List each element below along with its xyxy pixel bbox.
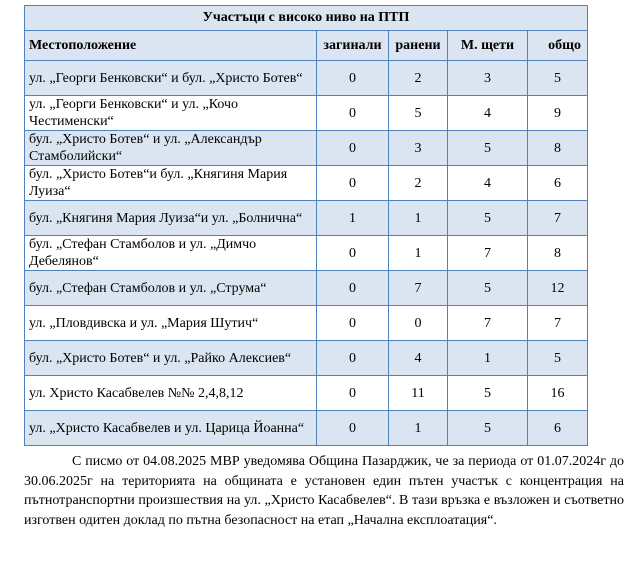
cell-injured: 1 — [389, 201, 448, 236]
cell-damages: 5 — [448, 131, 528, 166]
cell-damages: 4 — [448, 96, 528, 131]
body-paragraph: С писмо от 04.08.2025 МВР уведомява Община Пазарджик, че за периода от 01.07.2024г до 30.06.2025г на територията на общината е установен един пътен участък с концентрация на пътнотранспортни произшествия на ул. „Христо Касабвелев“. В тази връзка е възложен и съответно изготвен одитен доклад по пътна безопасност на етап „Начална експлоатация“. — [24, 454, 624, 528]
cell-injured: 3 — [389, 131, 448, 166]
cell-killed: 0 — [317, 96, 389, 131]
cell-killed: 0 — [317, 306, 389, 341]
cell-total: 9 — [528, 96, 588, 131]
table-row — [25, 306, 588, 341]
cell-injured: 2 — [389, 166, 448, 201]
cell-location: ул. Христо Касабвелев №№ 2,4,8,12 — [25, 376, 317, 411]
cell-location: бул. „Христо Ботев“ и ул. „Александър Стамболийски“ — [25, 131, 317, 166]
table-row — [25, 341, 588, 376]
cell-damages: 3 — [448, 61, 528, 96]
header-killed: загинали — [317, 31, 389, 61]
cell-injured: 2 — [389, 61, 448, 96]
table-row — [25, 61, 588, 96]
cell-killed: 0 — [317, 271, 389, 306]
cell-location: бул. „Христо Ботев“ и ул. „Райко Алексиев“ — [25, 341, 317, 376]
cell-killed: 0 — [317, 166, 389, 201]
table-row — [25, 411, 588, 446]
table-row — [25, 131, 588, 166]
cell-damages: 5 — [448, 271, 528, 306]
cell-damages: 4 — [448, 166, 528, 201]
table-row — [25, 166, 588, 201]
cell-damages: 5 — [448, 411, 528, 446]
header-total: общо — [528, 31, 588, 61]
cell-total: 5 — [528, 61, 588, 96]
cell-injured: 1 — [389, 236, 448, 271]
cell-location: бул. „Стефан Стамболов и ул. „Димчо Дебелянов“ — [25, 236, 317, 271]
cell-killed: 0 — [317, 341, 389, 376]
cell-damages: 5 — [448, 201, 528, 236]
cell-killed: 1 — [317, 201, 389, 236]
cell-injured: 5 — [389, 96, 448, 131]
cell-killed: 0 — [317, 131, 389, 166]
accident-table — [24, 5, 588, 446]
cell-total: 12 — [528, 271, 588, 306]
table-title: Участъци с високо ниво на ПТП — [25, 6, 588, 31]
table-row — [25, 96, 588, 131]
cell-injured: 1 — [389, 411, 448, 446]
cell-total: 8 — [528, 236, 588, 271]
cell-total: 16 — [528, 376, 588, 411]
table-row — [25, 376, 588, 411]
table-row — [25, 271, 588, 306]
cell-injured: 7 — [389, 271, 448, 306]
cell-total: 7 — [528, 201, 588, 236]
cell-location: ул. „Пловдивска и ул. „Мария Шутич“ — [25, 306, 317, 341]
cell-injured: 11 — [389, 376, 448, 411]
header-damages: М. щети — [448, 31, 528, 61]
cell-location: бул. „Княгиня Мария Луиза“и ул. „Болнична“ — [25, 201, 317, 236]
cell-killed: 0 — [317, 376, 389, 411]
cell-damages: 1 — [448, 341, 528, 376]
cell-injured: 0 — [389, 306, 448, 341]
cell-killed: 0 — [317, 61, 389, 96]
cell-killed: 0 — [317, 411, 389, 446]
table-row — [25, 236, 588, 271]
cell-damages: 7 — [448, 236, 528, 271]
cell-killed: 0 — [317, 236, 389, 271]
cell-injured: 4 — [389, 341, 448, 376]
cell-location: ул. „Георги Бенковски“ и ул. „Кочо Честименски“ — [25, 96, 317, 131]
cell-location: бул. „Христо Ботев“и бул. „Княгиня Мария Луиза“ — [25, 166, 317, 201]
cell-total: 7 — [528, 306, 588, 341]
header-location: Местоположение — [25, 31, 317, 61]
cell-location: бул. „Стефан Стамболов и ул. „Струма“ — [25, 271, 317, 306]
table-row — [25, 201, 588, 236]
cell-total: 6 — [528, 411, 588, 446]
cell-total: 8 — [528, 131, 588, 166]
cell-total: 5 — [528, 341, 588, 376]
cell-damages: 7 — [448, 306, 528, 341]
cell-damages: 5 — [448, 376, 528, 411]
cell-total: 6 — [528, 166, 588, 201]
header-injured: ранени — [389, 31, 448, 61]
cell-location: ул. „Георги Бенковски“ и бул. „Христо Ботев“ — [25, 61, 317, 96]
cell-location: ул. „Христо Касабвелев и ул. Царица Йоанна“ — [25, 411, 317, 446]
